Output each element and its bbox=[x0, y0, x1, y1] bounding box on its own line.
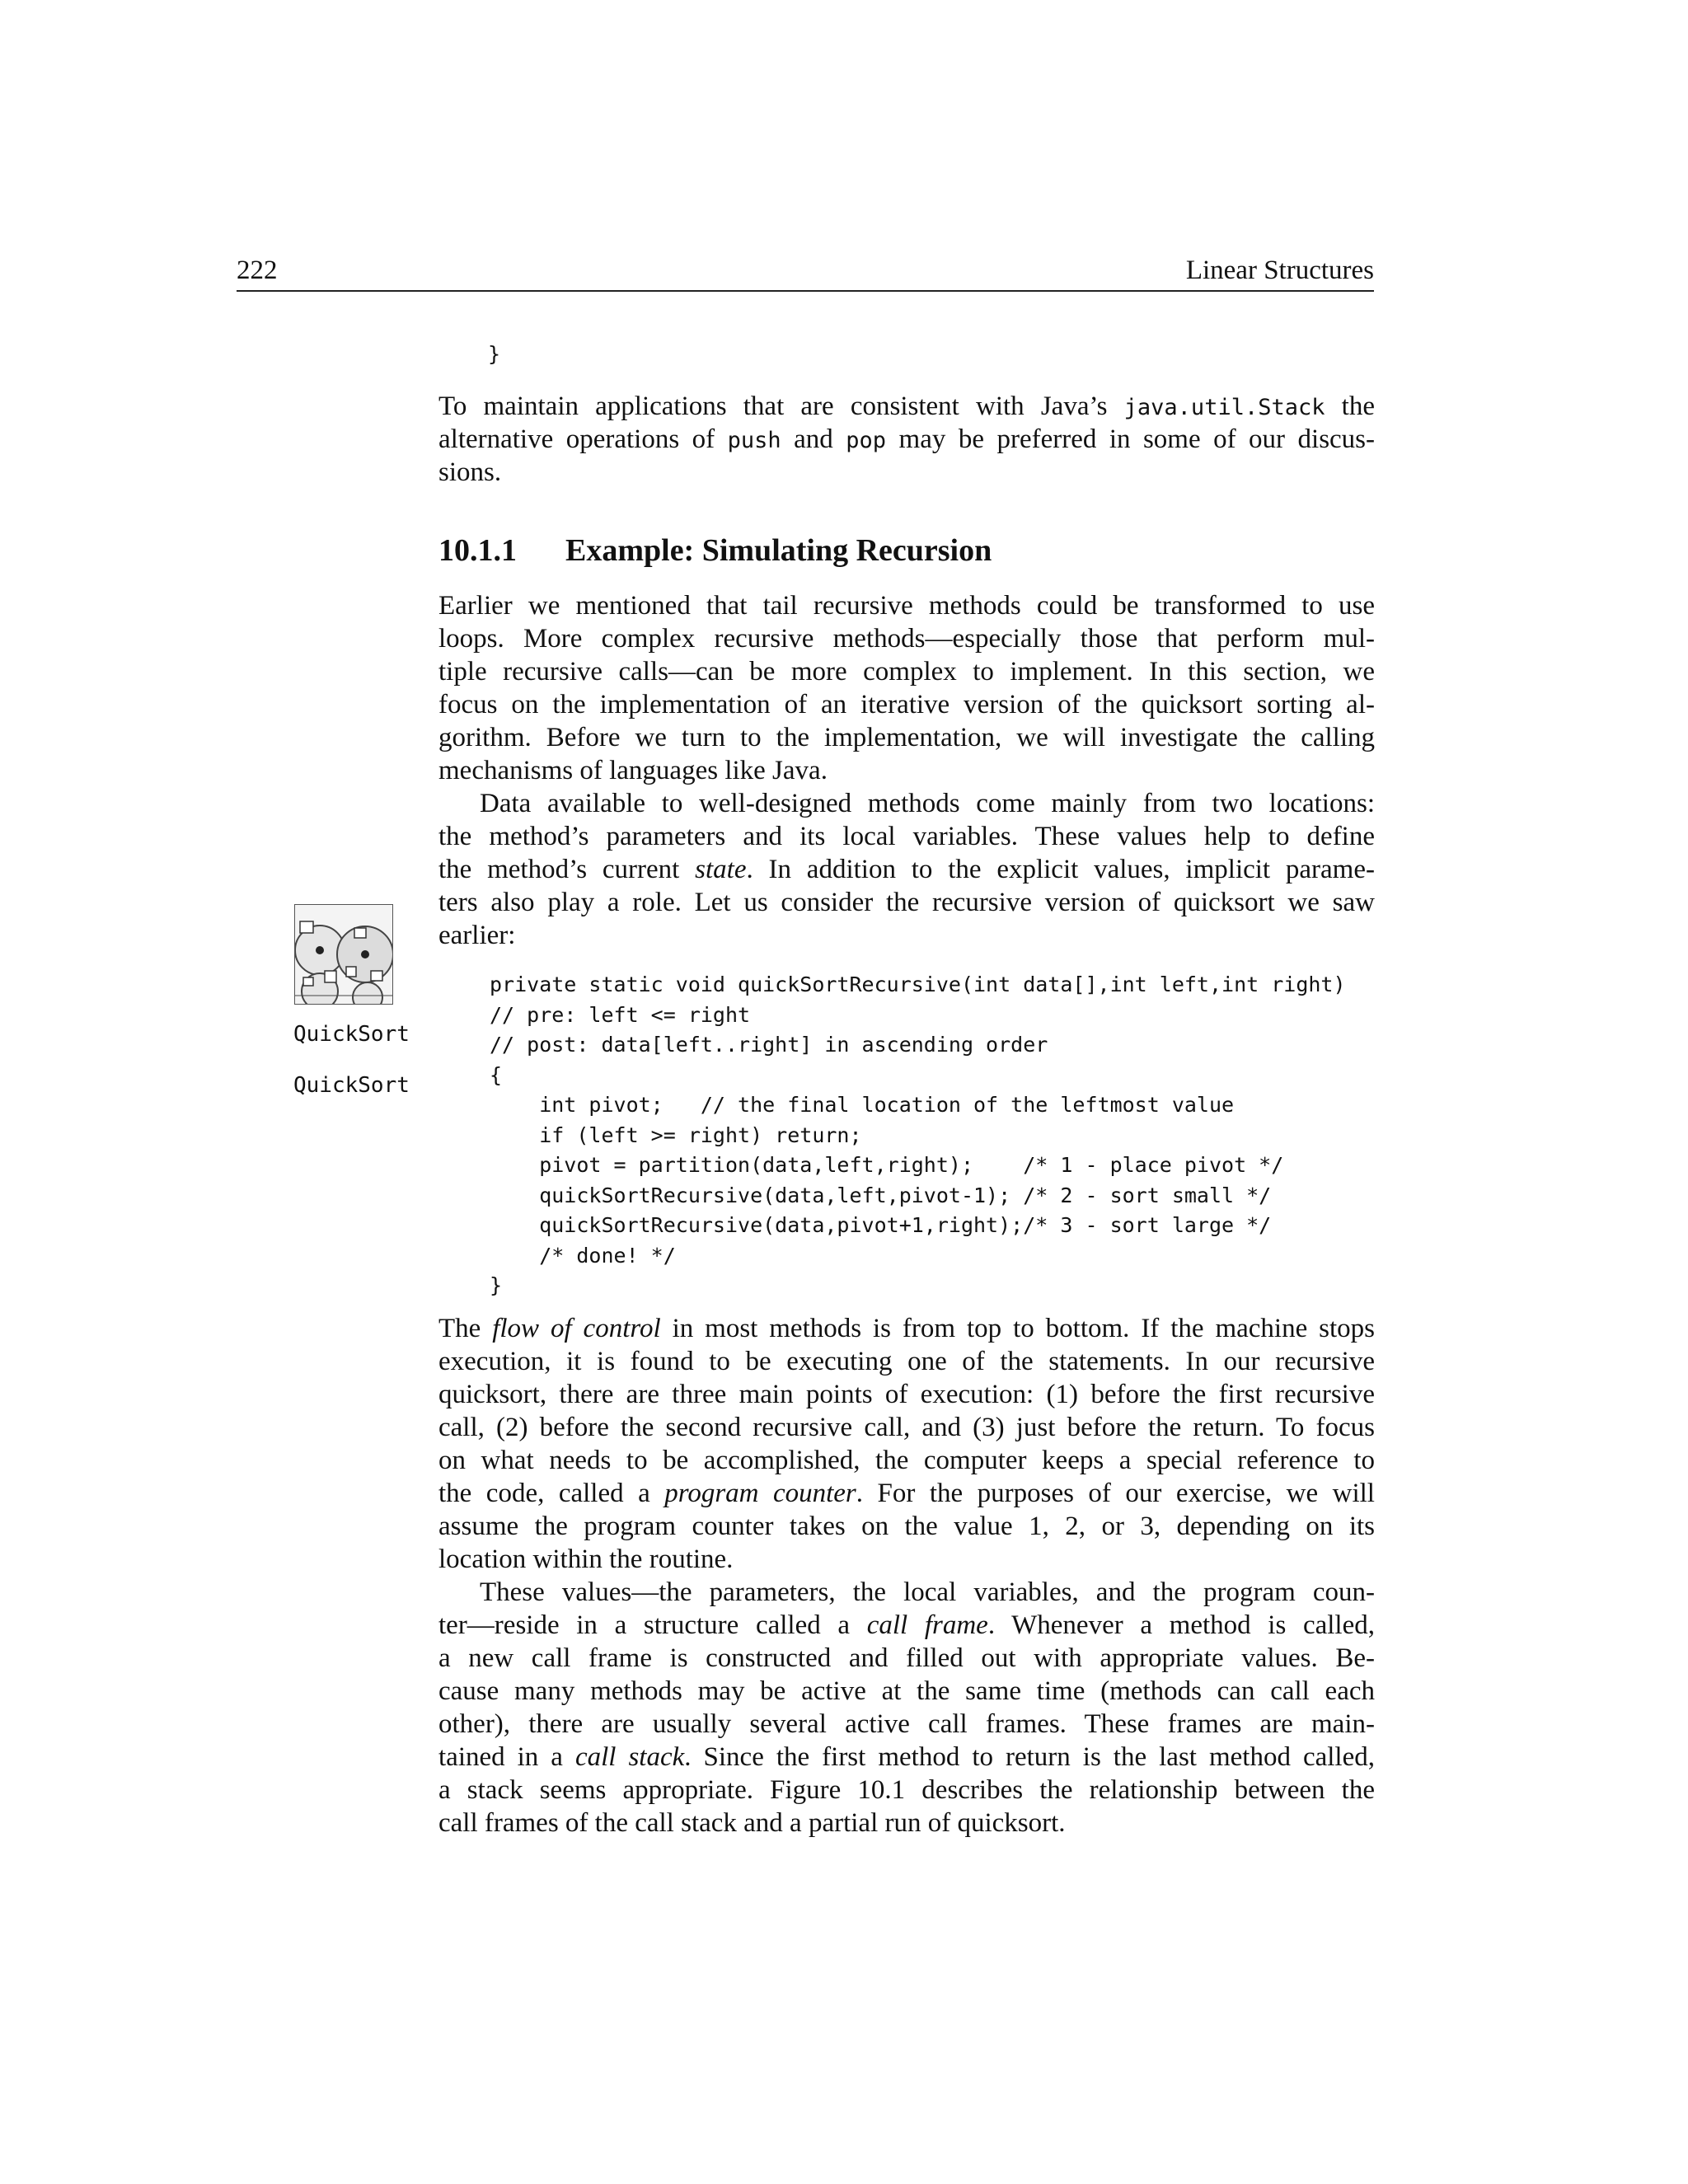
text-line: Earlier we mentioned that tail recursive methods could be transformed to use bbox=[438, 591, 1375, 621]
page-header bbox=[237, 252, 1374, 292]
paragraph-stack-methods bbox=[438, 390, 1375, 489]
code-line: // pre: left <= right bbox=[490, 1002, 751, 1027]
inline-code: java.util.Stack bbox=[1123, 395, 1325, 420]
text-line: ter—reside in a structure called a call frame. Whenever a method is called, bbox=[438, 1610, 1375, 1640]
code-listing bbox=[490, 970, 1346, 1301]
margin-label-quicksort: QuickSort bbox=[293, 1073, 410, 1098]
code-line: /* done! */ bbox=[490, 1243, 676, 1268]
text-line: the code, called a program counter. For the purposes of our exercise, we will bbox=[438, 1479, 1375, 1508]
code-line: int pivot; // the final location of the leftmost value bbox=[490, 1093, 1235, 1117]
text-line: the method’s parameters and its local variables. These values help to define bbox=[438, 822, 1375, 851]
text-line: assume the program counter takes on the value 1, 2, or 3, depending on its bbox=[438, 1511, 1375, 1541]
text-line: on what needs to be accomplished, the computer keeps a special reference to bbox=[438, 1446, 1375, 1475]
text-line: sions. bbox=[438, 457, 502, 487]
emphasis: call stack bbox=[574, 1742, 685, 1772]
text-line: earlier: bbox=[438, 921, 516, 950]
code-line: private static void quickSortRecursive(int data[],int left,int right) bbox=[490, 972, 1346, 996]
emphasis: program counter bbox=[664, 1479, 856, 1508]
text-line: gorithm. Before we turn to the implementation, we will investigate the calling bbox=[438, 723, 1375, 752]
section-title: Example: Simulating Recursion bbox=[565, 533, 992, 568]
text-line: tiple recursive calls—can be more complex to implement. In this section, we bbox=[438, 657, 1375, 687]
text-line: a new call frame is constructed and filled out with appropriate values. Be- bbox=[438, 1643, 1375, 1673]
running-title: Linear Structures bbox=[1185, 255, 1374, 285]
text-line: alternative operations of push and pop may be preferred in some of our discus- bbox=[438, 424, 1376, 454]
code-line: quickSortRecursive(data,left,pivot-1); /* 2 - sort small */ bbox=[490, 1183, 1272, 1207]
margin-label-quicksort: QuickSort bbox=[293, 1022, 410, 1047]
text-line: location within the routine. bbox=[438, 1544, 734, 1574]
paragraph-simulating-recursion bbox=[438, 589, 1375, 787]
code-line: quickSortRecursive(data,pivot+1,right);/* 3 - sort large */ bbox=[490, 1213, 1272, 1237]
text-line: loops. More complex recursive methods—especially those that perform mul- bbox=[438, 624, 1375, 654]
text-line: a stack seems appropriate. Figure 10.1 describes the relationship between the bbox=[438, 1775, 1375, 1805]
code-line: // post: data[left..right] in ascending order bbox=[490, 1033, 1048, 1057]
text-line: quicksort, there are three main points of execution: (1) before the first recursive bbox=[438, 1380, 1375, 1409]
paragraph-call-frames bbox=[438, 1576, 1375, 1840]
section-heading bbox=[438, 532, 992, 569]
text-line: cause many methods may be active at the same time (methods can call each bbox=[438, 1676, 1375, 1706]
code-line: } bbox=[490, 1273, 503, 1297]
text-line: The flow of control in most methods is from top to bottom. If the machine stops bbox=[438, 1314, 1375, 1343]
emphasis: state bbox=[695, 855, 747, 884]
text-line: call, (2) before the second recursive call, and (3) just before the return. To focus bbox=[438, 1413, 1375, 1442]
code-closing-brace: } bbox=[488, 342, 501, 366]
emphasis: flow of control bbox=[492, 1314, 661, 1343]
text-line: These values—the parameters, the local variables, and the program coun- bbox=[480, 1577, 1375, 1607]
text-line: tained in a call stack. Since the first method to return is the last method called, bbox=[438, 1742, 1375, 1772]
text-line: other), there are usually several active call frames. These frames are main- bbox=[438, 1709, 1375, 1739]
code-line: pivot = partition(data,left,right); /* 1 - place pivot */ bbox=[490, 1153, 1284, 1177]
text-line: To maintain applications that are consistent with Java’s java.util.Stack the bbox=[438, 391, 1375, 421]
text-line: execution, it is found to be executing one of the statements. In our recursive bbox=[438, 1347, 1375, 1376]
inline-code: pop bbox=[846, 428, 887, 453]
text-line: call frames of the call stack and a partial run of quicksort. bbox=[438, 1808, 1066, 1838]
section-number: 10.1.1 bbox=[438, 533, 517, 568]
code-line: if (left >= right) return; bbox=[490, 1122, 862, 1147]
quicksort-gears-icon bbox=[294, 904, 393, 1005]
paragraph-method-state bbox=[438, 787, 1375, 952]
text-line: focus on the implementation of an iterative version of the quicksort sorting al- bbox=[438, 690, 1375, 719]
paragraph-flow-of-control bbox=[438, 1312, 1375, 1576]
text-line: the method’s current state. In addition to the explicit values, implicit parame- bbox=[438, 855, 1375, 884]
text-line: mechanisms of languages like Java. bbox=[438, 756, 828, 785]
inline-code: push bbox=[727, 428, 781, 453]
emphasis: call frame bbox=[866, 1610, 988, 1640]
page-number: 222 bbox=[237, 255, 278, 285]
text-line: Data available to well-designed methods come mainly from two locations: bbox=[480, 789, 1375, 818]
code-line: { bbox=[490, 1062, 503, 1087]
text-line: ters also play a role. Let us consider the recursive version of quicksort we saw bbox=[438, 888, 1375, 917]
